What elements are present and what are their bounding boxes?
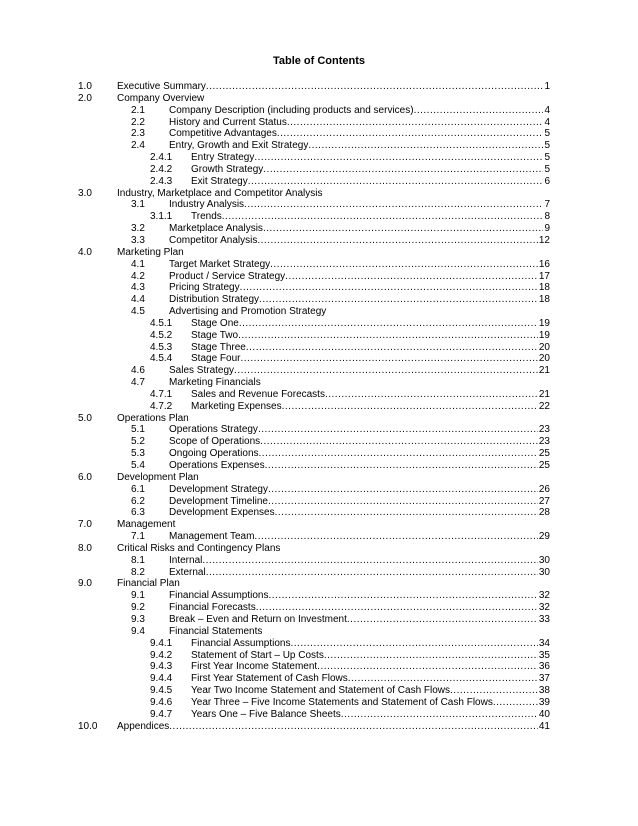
toc-entry[interactable]: [0, 602, 638, 614]
toc-entry[interactable]: [0, 555, 638, 567]
toc-entry-number: 3.1: [131, 199, 145, 211]
toc-entry-title: Year Two Income Statement and Statement of Cash Flows: [191, 685, 451, 697]
toc-entry-title: Product / Service Strategy: [169, 270, 286, 282]
toc-entry-page: 34: [538, 637, 550, 649]
toc-entry-number: 2.1: [131, 104, 145, 116]
toc-entry-number: 10.0: [78, 720, 98, 732]
toc-entry-title: Target Market Strategy: [169, 258, 271, 270]
toc-entry[interactable]: [0, 685, 638, 697]
dot-leader: [257, 235, 538, 247]
toc-entry-number: 5.2: [131, 436, 145, 448]
toc-entry-number: 4.7.2: [150, 400, 173, 412]
toc-entry-page: 21: [538, 365, 550, 377]
toc-entry-number: 9.4.7: [150, 708, 173, 720]
toc-entry-title: Marketplace Analysis: [169, 223, 263, 235]
toc-section-heading: Financial Statements: [169, 625, 263, 637]
toc-entry-page: 20: [538, 353, 550, 365]
toc-entry-number: 8.0: [78, 542, 92, 554]
toc-entry[interactable]: [0, 128, 638, 140]
toc-entry-title: Marketing Expenses: [191, 400, 282, 412]
toc-entry-number: 9.2: [131, 602, 145, 614]
toc-entry-title: Development Timeline: [169, 495, 268, 507]
toc-entry[interactable]: [0, 543, 638, 555]
toc-entry[interactable]: [0, 472, 638, 484]
dot-leader: [277, 128, 544, 140]
toc-entry[interactable]: [0, 318, 638, 330]
toc-entry-number: 9.4.2: [150, 649, 173, 661]
dot-leader: [206, 81, 544, 93]
toc-entry-title: Pricing Strategy: [169, 282, 240, 294]
toc-entry-number: 3.2: [131, 223, 145, 235]
dot-leader: [317, 661, 538, 673]
toc-entry-number: 9.4.5: [150, 685, 173, 697]
dot-leader: [254, 531, 537, 543]
toc-entry-number: 5.4: [131, 460, 145, 471]
toc-entry-number: 9.0: [78, 578, 92, 590]
toc-entry-title: External: [169, 566, 206, 578]
toc-entry[interactable]: [0, 567, 638, 579]
toc-entry[interactable]: [0, 259, 638, 271]
toc-entry[interactable]: [0, 614, 638, 626]
toc-entry-number: 8.2: [131, 566, 145, 578]
dot-leader: [260, 436, 538, 448]
toc-entry-title: First Year Income Statement: [191, 661, 318, 673]
toc-entry-title: Stage One: [191, 317, 239, 329]
toc-entry[interactable]: [0, 176, 638, 188]
toc-entry[interactable]: [0, 460, 638, 472]
toc-entry-number: 9.4.3: [150, 661, 173, 673]
toc-entry-title: Sales and Revenue Forecasts: [191, 388, 325, 400]
toc-entry-number: 9.4.1: [150, 637, 173, 649]
toc-entry-page: 1: [544, 81, 550, 92]
table-of-contents: [0, 81, 638, 732]
toc-entry-page: 27: [538, 495, 550, 507]
dot-leader: [240, 282, 538, 294]
dot-leader: [239, 318, 538, 330]
toc-entry-number: 4.7.1: [150, 388, 173, 400]
toc-entry-title: Stage Three: [191, 341, 246, 353]
dot-leader: [206, 567, 538, 579]
toc-entry-page: 18: [538, 294, 550, 306]
toc-entry[interactable]: [0, 661, 638, 673]
toc-entry-page: 23: [538, 424, 550, 436]
toc-section-heading: Advertising and Promotion Strategy: [169, 306, 327, 318]
toc-entry[interactable]: [0, 81, 638, 93]
toc-entry-page: 40: [538, 708, 550, 720]
toc-entry-page: 9: [544, 223, 550, 235]
toc-entry-title: Management Team: [169, 531, 255, 543]
toc-entry-number: 7.0: [78, 519, 92, 531]
toc-entry-page: 33: [538, 613, 550, 625]
toc-entry[interactable]: [0, 294, 638, 306]
dot-leader: [248, 176, 544, 188]
toc-entry-number: 2.3: [131, 128, 145, 140]
toc-entry[interactable]: [0, 507, 638, 519]
toc-entry-title: Break – Even and Return on Investment: [169, 613, 347, 625]
toc-entry-title: First Year Statement of Cash Flows: [191, 673, 348, 685]
toc-entry-title: Operations Strategy: [169, 424, 258, 436]
toc-entry[interactable]: [0, 188, 638, 200]
toc-entry[interactable]: [0, 531, 638, 543]
toc-entry[interactable]: [0, 117, 638, 129]
toc-entry-number: 4.1: [131, 258, 145, 270]
toc-entry-number: 3.1.1: [150, 211, 173, 223]
toc-entry-number: 2.2: [131, 116, 145, 128]
toc-entry-page: 23: [538, 436, 550, 448]
toc-entry-number: 7.1: [131, 531, 145, 543]
toc-entry-title: Trends: [191, 211, 222, 223]
toc-entry-page: 38: [538, 685, 550, 697]
toc-entry-page: 25: [538, 448, 550, 460]
toc-entry-number: 4.5.4: [150, 353, 173, 365]
toc-entry[interactable]: [0, 105, 638, 117]
toc-entry-number: 6.1: [131, 483, 145, 495]
dot-leader: [325, 389, 538, 401]
toc-entry-title: Scope of Operations: [169, 436, 261, 448]
toc-entry-page: 12: [538, 234, 550, 246]
toc-section-heading: Operations Plan: [117, 412, 189, 424]
toc-entry-page: 36: [538, 661, 550, 673]
toc-entry-title: Statement of Start – Up Costs: [191, 649, 324, 661]
toc-entry-number: 9.4: [131, 625, 145, 637]
toc-entry-page: 26: [538, 483, 550, 495]
toc-section-heading: Marketing Financials: [169, 377, 261, 389]
toc-entry-title: Executive Summary: [117, 81, 206, 92]
toc-entry-number: 2.0: [78, 92, 92, 104]
toc-entry-number: 4.3: [131, 282, 145, 294]
toc-entry-number: 9.4.4: [150, 673, 173, 685]
toc-entry-page: 18: [538, 282, 550, 294]
toc-entry-title: Ongoing Operations: [169, 448, 259, 460]
toc-entry[interactable]: [0, 626, 638, 638]
toc-entry-number: 4.5: [131, 306, 145, 318]
toc-entry-title: Years One – Five Balance Sheets: [191, 708, 341, 720]
toc-entry-page: 7: [544, 199, 550, 211]
dot-leader: [265, 460, 538, 472]
toc-entry[interactable]: [0, 424, 638, 436]
toc-entry[interactable]: [0, 650, 638, 662]
dot-leader: [263, 223, 544, 235]
toc-section-heading: Critical Risks and Contingency Plans: [117, 542, 281, 554]
toc-entry[interactable]: [0, 247, 638, 259]
toc-entry-number: 9.4.6: [150, 696, 173, 708]
toc-entry-page: 20: [538, 341, 550, 353]
toc-entry[interactable]: [0, 496, 638, 508]
toc-entry-title: Exit Strategy: [191, 175, 248, 187]
toc-entry-title: Financial Assumptions: [191, 637, 291, 649]
toc-section-heading: Development Plan: [117, 471, 199, 483]
dot-leader: [263, 164, 543, 176]
dot-leader: [347, 614, 538, 626]
toc-entry-title: Financial Assumptions: [169, 590, 269, 602]
toc-entry-number: 4.6: [131, 365, 145, 377]
toc-entry-number: 9.1: [131, 590, 145, 602]
dot-leader: [285, 271, 538, 283]
toc-entry-title: Competitive Advantages: [169, 128, 277, 140]
toc-entry-page: 32: [538, 602, 550, 614]
toc-entry-number: 5.3: [131, 448, 145, 460]
toc-entry-title: Growth Strategy: [191, 163, 264, 175]
toc-entry-number: 6.3: [131, 507, 145, 519]
toc-entry-page: 35: [538, 649, 550, 661]
toc-entry[interactable]: [0, 330, 638, 342]
toc-entry-number: 8.1: [131, 554, 145, 566]
toc-entry-number: 4.5.2: [150, 329, 173, 341]
dot-leader: [169, 721, 538, 733]
toc-entry-number: 4.4: [131, 294, 145, 306]
toc-entry-number: 5.1: [131, 424, 145, 436]
toc-entry-page: 30: [538, 554, 550, 566]
toc-entry-title: Distribution Strategy: [169, 294, 260, 306]
toc-entry-page: 41: [538, 720, 550, 732]
toc-entry-title: Operations Expenses: [169, 460, 265, 471]
toc-section-heading: Company Overview: [117, 92, 205, 104]
toc-entry-page: 29: [538, 531, 550, 543]
toc-entry-title: Financial Forecasts: [169, 602, 256, 614]
toc-entry-page: 22: [538, 400, 550, 412]
toc-entry[interactable]: [0, 436, 638, 448]
toc-entry-title: Entry Strategy: [191, 152, 255, 164]
dot-leader: [270, 259, 538, 271]
dot-leader: [240, 353, 537, 365]
toc-entry[interactable]: [0, 519, 638, 531]
toc-entry-number: 2.4: [131, 140, 145, 152]
toc-entry[interactable]: [0, 448, 638, 460]
dot-leader: [259, 448, 538, 460]
toc-entry[interactable]: [0, 697, 638, 709]
toc-entry-page: 5: [544, 140, 550, 152]
toc-entry-title: History and Current Status: [169, 116, 287, 128]
dot-leader: [493, 697, 538, 709]
dot-leader: [275, 507, 538, 519]
toc-entry-number: 4.2: [131, 270, 145, 282]
toc-title: Table of Contents: [272, 55, 366, 67]
dot-leader: [287, 117, 544, 129]
toc-entry-page: 39: [538, 696, 550, 708]
toc-entry[interactable]: [0, 342, 638, 354]
dot-leader: [348, 673, 538, 685]
toc-entry-number: 6.2: [131, 495, 145, 507]
dot-leader: [308, 140, 543, 152]
toc-entry-number: 5.0: [78, 412, 92, 424]
toc-entry-number: 4.5.1: [150, 317, 173, 329]
toc-entry[interactable]: [0, 638, 638, 650]
toc-entry-number: 4.7: [131, 377, 145, 389]
toc-entry-number: 3.3: [131, 234, 145, 246]
toc-entry[interactable]: [0, 93, 638, 105]
dot-leader: [246, 342, 538, 354]
toc-entry[interactable]: [0, 673, 638, 685]
toc-entry-page: 6: [544, 175, 550, 187]
toc-entry[interactable]: [0, 199, 638, 211]
dot-leader: [268, 496, 538, 508]
toc-entry-title: Stage Four: [191, 353, 241, 365]
toc-entry-number: 1.0: [78, 81, 92, 92]
toc-entry[interactable]: [0, 211, 638, 223]
dot-leader: [258, 424, 538, 436]
toc-entry[interactable]: [0, 164, 638, 176]
toc-section-heading: Industry, Marketplace and Competitor Analysis: [117, 187, 323, 199]
toc-entry-number: 9.3: [131, 613, 145, 625]
toc-entry-title: Company Description (including products and services): [169, 104, 414, 116]
toc-entry-page: 5: [544, 128, 550, 140]
toc-entry-page: 37: [538, 673, 550, 685]
toc-entry-title: Industry Analysis: [169, 199, 245, 211]
toc-entry-number: 2.4.3: [150, 175, 173, 187]
toc-entry-page: 5: [544, 163, 550, 175]
toc-entry-page: 32: [538, 590, 550, 602]
toc-entry[interactable]: [0, 282, 638, 294]
toc-entry[interactable]: [0, 484, 638, 496]
dot-leader: [291, 638, 538, 650]
toc-entry-page: 4: [544, 104, 550, 116]
toc-entry[interactable]: [0, 401, 638, 413]
toc-entry-page: 30: [538, 566, 550, 578]
toc-entry-number: 6.0: [78, 471, 92, 483]
toc-entry[interactable]: [0, 590, 638, 602]
toc-entry-number: 4.5.3: [150, 341, 173, 353]
toc-entry-page: 16: [538, 258, 550, 270]
toc-entry-title: Year Three – Five Income Statements and Statement of Cash Flows: [191, 696, 493, 708]
toc-entry[interactable]: [0, 140, 638, 152]
dot-leader: [268, 484, 538, 496]
toc-entry-title: Competitor Analysis: [169, 234, 258, 246]
dot-leader: [238, 330, 538, 342]
dot-leader: [324, 650, 538, 662]
toc-entry-title: Sales Strategy: [169, 365, 235, 377]
dot-leader: [450, 685, 538, 697]
dot-leader: [341, 709, 538, 721]
toc-entry-page: 19: [538, 329, 550, 341]
toc-entry[interactable]: [0, 389, 638, 401]
toc-entry[interactable]: [0, 306, 638, 318]
toc-entry-page: 19: [538, 317, 550, 329]
toc-section-heading: Management: [117, 519, 176, 531]
dot-leader: [254, 152, 543, 164]
toc-entry-number: 3.0: [78, 187, 92, 199]
dot-leader: [269, 590, 538, 602]
dot-leader: [222, 211, 544, 223]
toc-entry[interactable]: [0, 223, 638, 235]
toc-entry[interactable]: [0, 152, 638, 164]
toc-entry-title: Appendices: [117, 720, 170, 732]
toc-section-heading: Marketing Plan: [117, 246, 184, 258]
toc-entry-page: 5: [544, 152, 550, 164]
toc-entry-number: 4.0: [78, 246, 92, 258]
toc-entry-title: Stage Two: [191, 329, 239, 341]
toc-entry-title: Internal: [169, 554, 203, 566]
toc-entry-page: 21: [538, 388, 550, 400]
toc-entry-page: 4: [544, 116, 550, 128]
toc-entry[interactable]: [0, 377, 638, 389]
toc-entry[interactable]: [0, 413, 638, 425]
toc-entry[interactable]: [0, 578, 638, 590]
toc-entry-title: Development Strategy: [169, 483, 268, 495]
dot-leader: [234, 365, 538, 377]
toc-entry[interactable]: [0, 353, 638, 365]
toc-entry[interactable]: [0, 721, 638, 733]
dot-leader: [259, 294, 538, 306]
dot-leader: [202, 555, 538, 567]
toc-entry-title: Development Expenses: [169, 507, 275, 519]
toc-entry-page: 17: [538, 270, 550, 282]
dot-leader: [282, 401, 538, 413]
toc-section-heading: Financial Plan: [117, 578, 180, 590]
toc-entry[interactable]: [0, 271, 638, 283]
toc-entry-number: 2.4.2: [150, 163, 173, 175]
toc-entry-page: 28: [538, 507, 550, 519]
toc-entry-number: 2.4.1: [150, 152, 173, 164]
toc-entry-title: Entry, Growth and Exit Strategy: [169, 140, 309, 152]
toc-entry[interactable]: [0, 365, 638, 377]
dot-leader: [244, 199, 543, 211]
toc-entry-page: 25: [538, 460, 550, 471]
toc-entry[interactable]: [0, 235, 638, 247]
toc-entry[interactable]: [0, 709, 638, 721]
toc-entry-page: 8: [544, 211, 550, 223]
dot-leader: [256, 602, 538, 614]
dot-leader: [414, 105, 544, 117]
